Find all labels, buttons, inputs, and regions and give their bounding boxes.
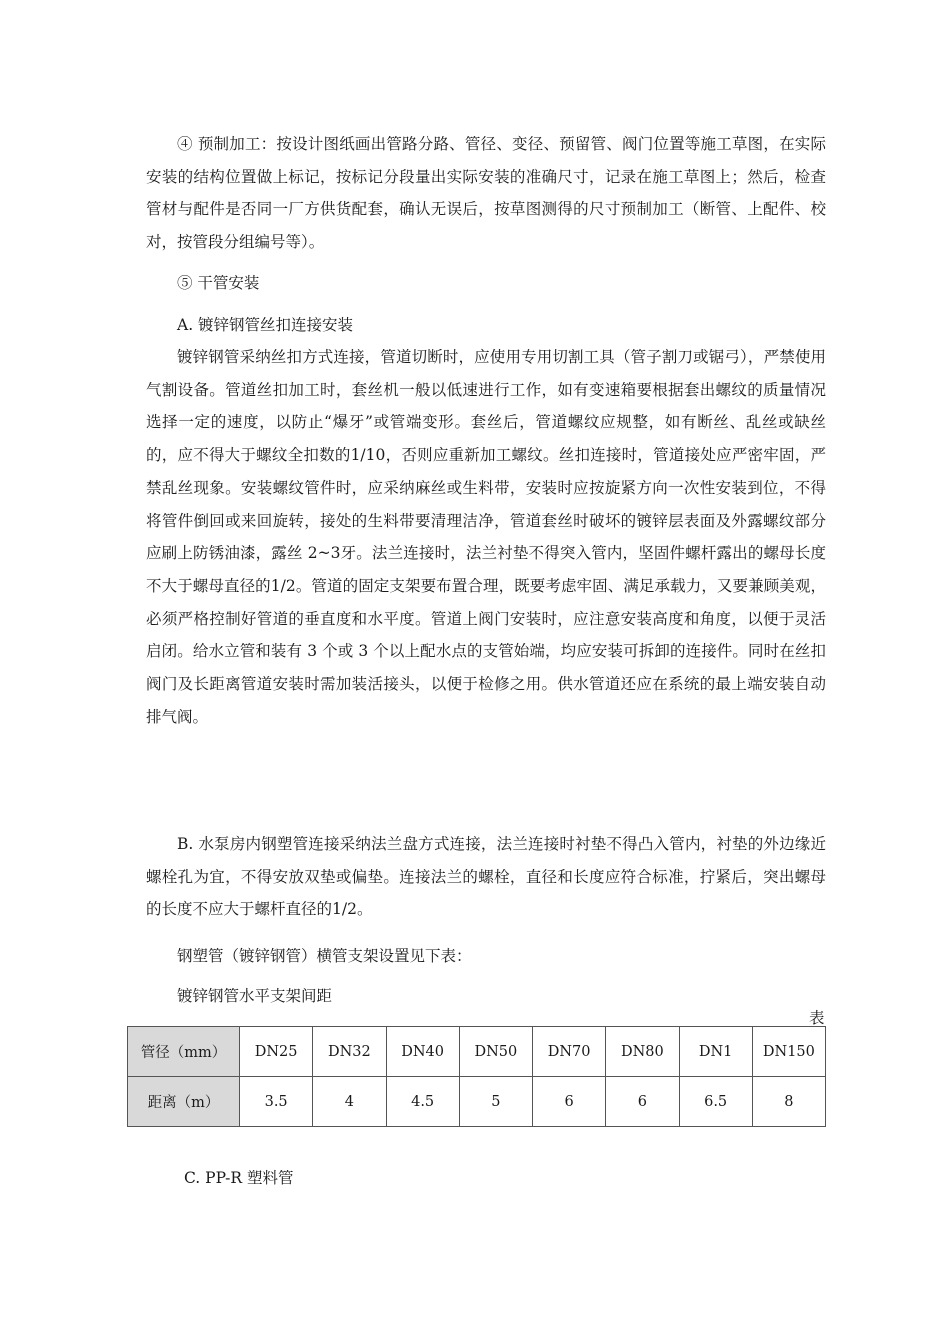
row-header-diameter: 管径（mm） <box>128 1027 240 1077</box>
section-c-heading: C. PP-R 塑料管 <box>184 1169 294 1187</box>
table-row-diameter <box>128 1027 826 1077</box>
table-cell: 5 <box>459 1077 532 1127</box>
support-spacing-table <box>127 1026 826 1127</box>
table-cell: DN150 <box>752 1027 825 1077</box>
table-cell: DN25 <box>240 1027 313 1077</box>
section-b-body: B. 水泵房内钢塑管连接采纳法兰盘方式连接，法兰连接时衬垫不得凸入管内，衬垫的外边缘近螺栓孔为宜，不得安放双垫或偏垫。连接法兰的螺栓，直径和长度应符合标准，拧紧后，突出螺母的长度不应大于螺杆直径的1/2。 <box>146 835 826 919</box>
table-cell: 4 <box>313 1077 386 1127</box>
row-header-distance: 距离（m） <box>128 1077 240 1127</box>
table-label: 表 <box>809 1009 825 1027</box>
section-a-body: 镀锌钢管采纳丝扣方式连接，管道切断时，应使用专用切割工具（管子割刀或锯弓），严禁使用气割设备。管道丝扣加工时，套丝机一般以低速进行工作，如有变速箱要根据套出螺纹的质量情况选择一定的速度，以防止“爆牙”或管端变形。套丝后，管道螺纹应规整，如有断丝、乱丝或缺丝的，应不得大于螺纹全扣数的1/10，否则应重新加工螺纹。丝扣连接时，管道接处应严密牢固，严禁乱丝现象。安装螺纹管件时，应采纳麻丝或生料带，安装时应按旋紧方向一次性安装到位，不得将管件倒回或来回旋转，接处的生料带要清理洁净，管道套丝时破坏的镀锌层表面及外露螺纹部分应刷上防锈油漆，露丝 2~3牙。法兰连接时，法兰衬垫不得突入管内，坚固件螺杆露出的螺母长度不大于螺母直径的1/2。管道的固定支架要布置合理，既要考虑牢固、满足承载力，又要兼顾美观，必须严格控制好管道的垂直度和水平度。管道上阀门安装时，应注意安装高度和角度，以便于灵活启闭。给水立管和装有 3 个或 3 个以上配水点的支管始端，均应安装可拆卸的连接件。同时在丝扣阀门及长距离管道安装时需加装活接头，以便于检修之用。供水管道还应在系统的最上端安装自动排气阀。 <box>146 348 826 726</box>
table-cell: 3.5 <box>240 1077 313 1127</box>
table-cell: 6.5 <box>679 1077 752 1127</box>
table-cell: 8 <box>752 1077 825 1127</box>
table-caption: 镀锌钢管水平支架间距 <box>177 987 333 1005</box>
table-cell: 4.5 <box>386 1077 459 1127</box>
table-row-distance <box>128 1077 826 1127</box>
prefabrication-paragraph: ④ 预制加工：按设计图纸画出管路分路、管径、变径、预留管、阀门位置等施工草图，在实际安装的结构位置做上标记，按标记分段量出实际安装的准确尺寸，记录在施工草图上；然后，检查管材与配件是否同一厂方供货配套，确认无误后，按草图测得的尺寸预制加工（断管、上配件、校对，按管段分组编号等）。 <box>146 135 826 252</box>
table-cell: 6 <box>606 1077 679 1127</box>
table-cell: 6 <box>533 1077 606 1127</box>
table-cell: DN1 <box>679 1027 752 1077</box>
table-cell: DN40 <box>386 1027 459 1077</box>
table-intro: 钢塑管（镀锌钢管）横管支架设置见下表： <box>177 947 472 965</box>
section-a-heading: A. 镀锌钢管丝扣连接安装 <box>177 316 354 334</box>
table-cell: DN70 <box>533 1027 606 1077</box>
main-pipe-heading: ⑤ 干管安装 <box>177 274 260 292</box>
table-cell: DN80 <box>606 1027 679 1077</box>
table-cell: DN50 <box>459 1027 532 1077</box>
table-cell: DN32 <box>313 1027 386 1077</box>
